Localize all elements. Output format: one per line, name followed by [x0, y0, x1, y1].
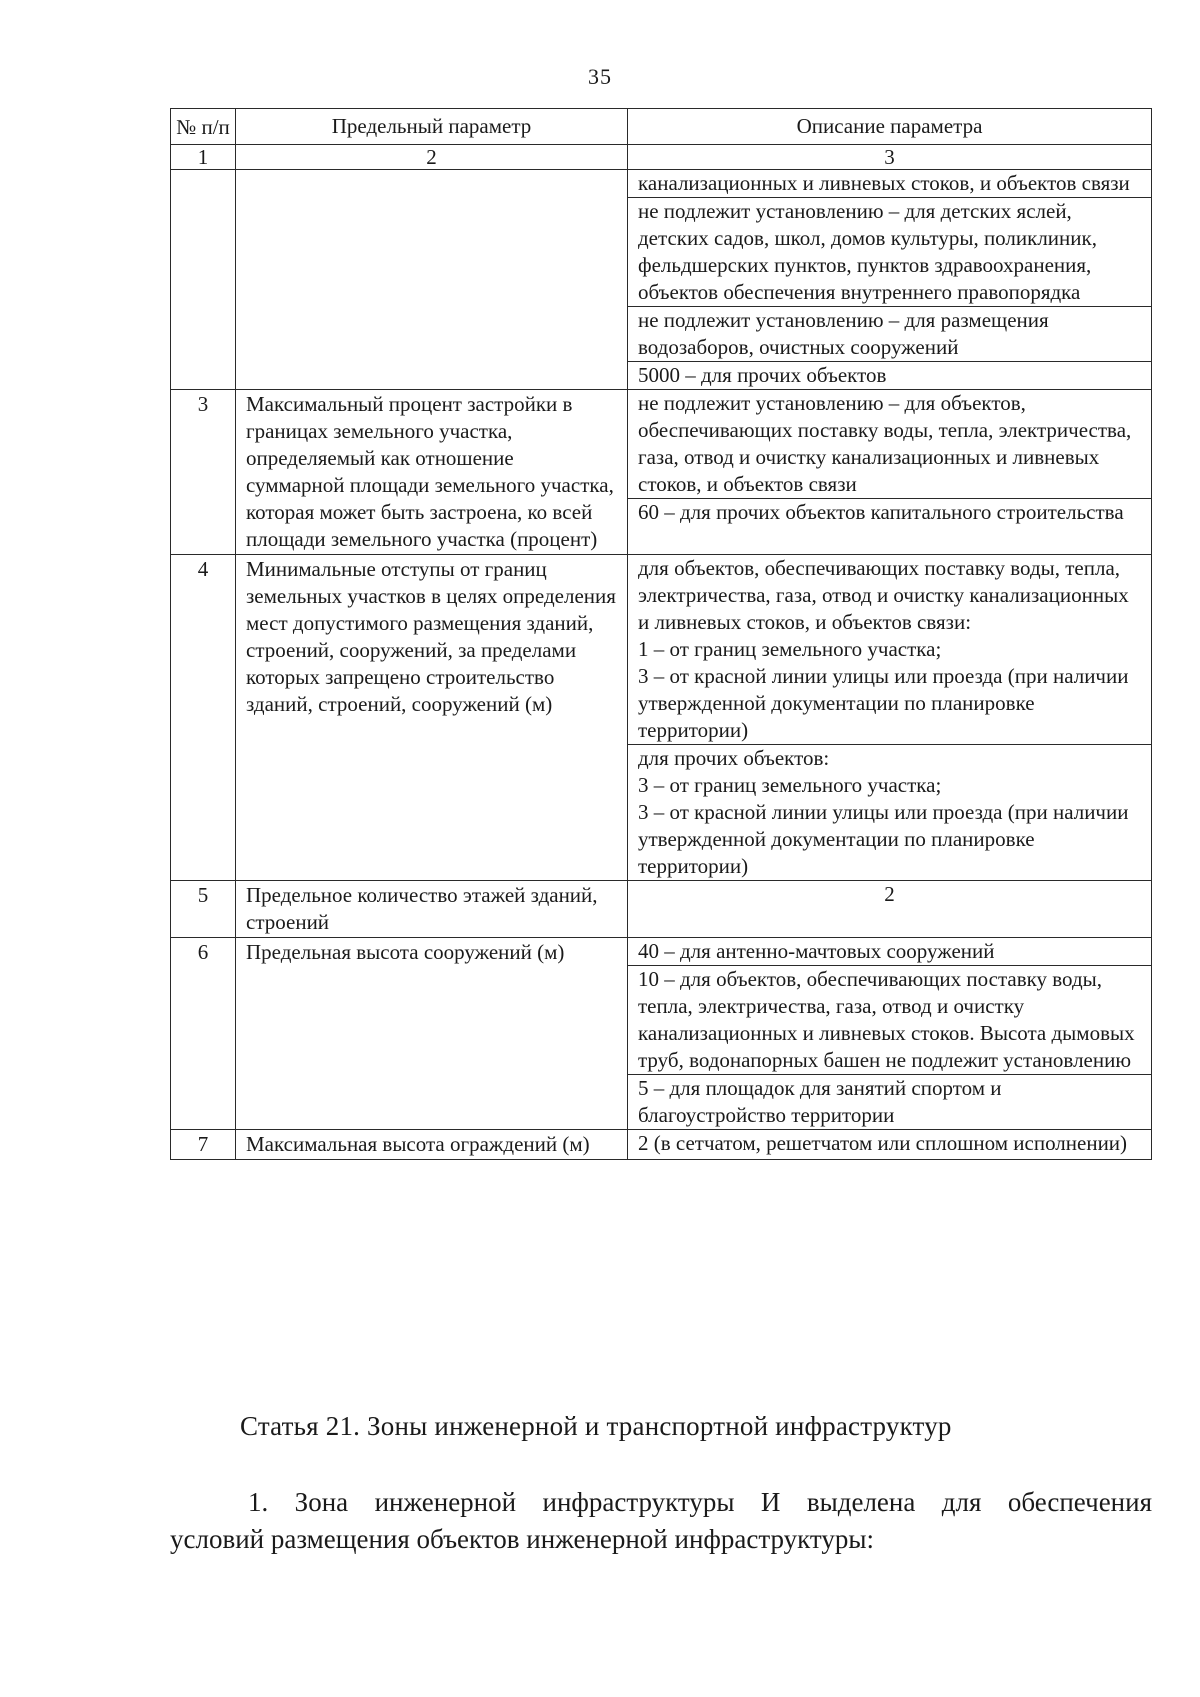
- description-item: для прочих объектов: 3 – от границ земельного участка; 3 – от красной линии улицы или проезда (при наличии утвержденной документации по планировке территории): [638, 746, 1129, 878]
- description-item: канализационных и ливневых стоков, и объектов связи: [628, 170, 1151, 198]
- row-number: 4: [171, 555, 236, 881]
- row-number: 3: [171, 390, 236, 555]
- description-item: не подлежит установлению – для детских яслей, детских садов, школ, домов культуры, поликлиник, фельдшерских пунктов, пунктов здравоохранения, объектов обеспечения внутреннего правопорядка: [628, 198, 1151, 307]
- paragraph-line-2: условий размещения объектов инженерной инфраструктуры:: [170, 1524, 874, 1554]
- table-header-row: [171, 109, 1152, 145]
- index-col-1: 1: [171, 145, 236, 170]
- parameters-table-container: [170, 108, 1152, 1160]
- description-item: не подлежит установлению – для размещения водозаборов, очистных сооружений: [628, 307, 1151, 362]
- row-description: [628, 555, 1152, 881]
- description-item: для объектов, обеспечивающих поставку воды, тепла, электричества, газа, отвод и очистку канализационных и ливневых стоков, и объектов связи: 1 – от границ земельного участка; 3 – от красной линии улицы или проезда (при наличии утвержденной документации по планировке территории): [628, 555, 1151, 745]
- row-description: [628, 1130, 1152, 1160]
- table-row: [171, 881, 1152, 938]
- description-item: 2: [884, 882, 895, 906]
- table-index-row: [171, 145, 1152, 170]
- table-row: [171, 1130, 1152, 1160]
- parameters-table: [170, 108, 1152, 1160]
- description-item: 5000 – для прочих объектов: [638, 363, 887, 387]
- row-parameter: Предельное количество этажей зданий, строений: [236, 881, 628, 938]
- row-parameter: Максимальный процент застройки в границах земельного участка, определяемый как отношение суммарной площади земельного участка, которая может быть застроена, ко всей площади земельного участка (процент): [236, 390, 628, 555]
- description-item: 5 – для площадок для занятий спортом и благоустройство территории: [638, 1076, 1002, 1127]
- row-description: [628, 390, 1152, 555]
- row-number: [171, 170, 236, 390]
- header-number: № п/п: [171, 109, 236, 145]
- table-row: [171, 390, 1152, 555]
- description-item: 60 – для прочих объектов капитального строительства: [638, 500, 1124, 524]
- header-parameter: Предельный параметр: [236, 109, 628, 145]
- paragraph-line-1: 1. Зона инженерной инфраструктуры И выделена для обеспечения: [248, 1487, 1152, 1517]
- article-title: Статья 21. Зоны инженерной и транспортной инфраструктур: [240, 1411, 952, 1441]
- row-description: [628, 938, 1152, 1130]
- row-description: [628, 881, 1152, 938]
- row-number: 7: [171, 1130, 236, 1160]
- row-parameter: [236, 170, 628, 390]
- index-col-3: 3: [628, 145, 1152, 170]
- index-col-2: 2: [236, 145, 628, 170]
- table-row: [171, 938, 1152, 1130]
- row-number: 6: [171, 938, 236, 1130]
- row-parameter: Минимальные отступы от границ земельных участков в целях определения мест допустимого размещения зданий, строений, сооружений, за пределами которых запрещено строительство зданий, строений, сооружений (м): [236, 555, 628, 881]
- table-body: [171, 170, 1152, 1160]
- row-description: [628, 170, 1152, 390]
- description-item: 2 (в сетчатом, решетчатом или сплошном исполнении): [638, 1131, 1128, 1155]
- description-item: 40 – для антенно-мачтовых сооружений: [628, 938, 1151, 966]
- row-parameter: Максимальная высота ограждений (м): [236, 1130, 628, 1160]
- row-parameter: Предельная высота сооружений (м): [236, 938, 628, 1130]
- row-number: 5: [171, 881, 236, 938]
- page-number: 35: [588, 64, 612, 89]
- table-row: [171, 170, 1152, 390]
- description-item: 10 – для объектов, обеспечивающих поставку воды, тепла, электричества, газа, отвод и очистку канализационных и ливневых стоков. Высота дымовых труб, водонапорных башен не подлежит установлению: [628, 966, 1151, 1075]
- table-row: [171, 555, 1152, 881]
- paragraph-1: [170, 1484, 1152, 1558]
- header-description: Описание параметра: [628, 109, 1152, 145]
- description-item: не подлежит установлению – для объектов, обеспечивающих поставку воды, тепла, электричества, газа, отвод и очистку канализационных и ливневых стоков, и объектов связи: [628, 390, 1151, 499]
